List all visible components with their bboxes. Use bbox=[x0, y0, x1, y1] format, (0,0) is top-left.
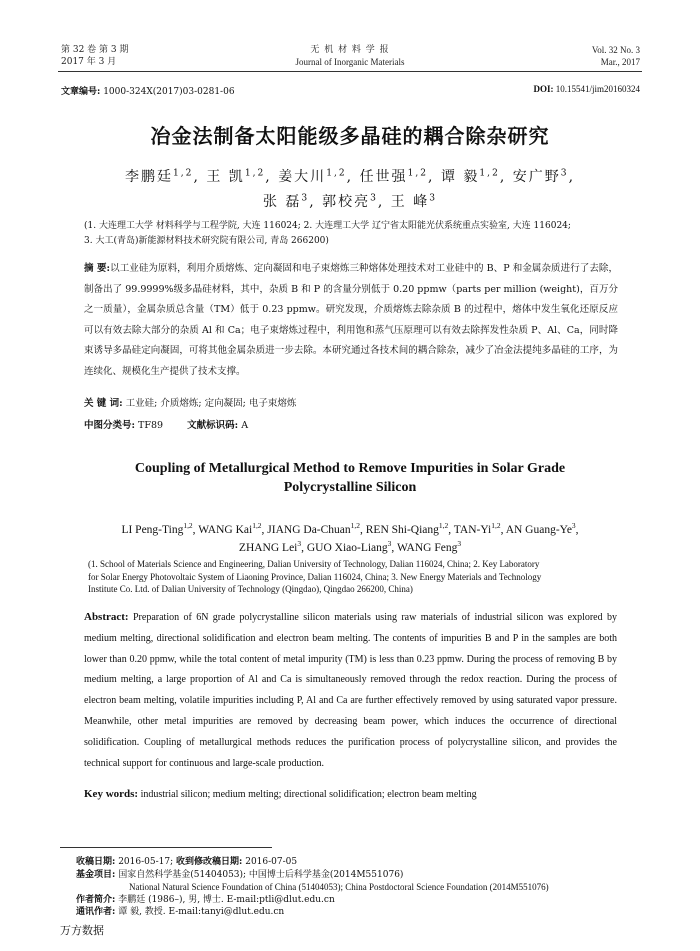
header-rule bbox=[58, 71, 642, 72]
en-author-affil-mark: 3 bbox=[387, 539, 392, 548]
cn-abstract: 摘 要:以工业硅为原料，利用介质熔炼、定向凝固和电子束熔炼三种熔体处理技术对工业硅中的 B、P 和金属杂质进行了去除，制备出了 99.9999%级多晶硅材料，其中，杂质 B 和 P 的含量分别低于 0.20 ppmw（parts per million (weight)，百万分之一质量），金属杂质总含量（TM）低于 0.23 ppmw。研究发现，介质熔炼去除杂质 B 的过程中，熔体中发生氧化还原反应可以有效去除大部分的杂质 Al 和 Ca；电子束熔炼过程中，利用饱和蒸气压原理可以有效去除挥发性杂质 P、Al、Ca，同时降束诱导多晶硅定向凝固，可将其他金属杂质进一步去除。本研究通过各技术间的耦合除杂，减少了冶金法提纯多晶硅的工序，为连续化、规模化生产提供了技术支撑。 bbox=[84, 263, 618, 377]
en-affiliations: (1. School of Materials Science and Engineering, Dalian University of Technology, Dalian 116024, China; 2. Key Laboratory for Solar Energy Photovoltaic System of Liaoning Province, Dalian 116024, China; 3. New Energy Materials and Technology Institute Co. Ltd. of Dalian University of Technology (Qingdao), Qingdao 266200, China) bbox=[88, 559, 542, 594]
journal-volume-issue: 第 32 卷 第 3 期 2017 年 3 月 bbox=[61, 45, 129, 67]
en-abstract: Abstract: Preparation of 6N grade polycrystalline silicon materials using raw materials of industrial silicon was explored by medium melting, directional solidification and electron beam melting. The contents of impurities B and P in the samples are both lower than 0.20 ppmw, while the total content of metal impurity (TM) is less than 0.23 ppmw. During the process of removing B by medium melting, a large proportion of Al and Ca is simultaneously removed through the redox reaction. During the process of electron beam melting, volatile impurities including P, Al and Ca are further effectively removed by using saturated vapor pressure. Meanwhile, other metal impurities are removed by decreasing beam power, which induces the occurrence of directional solidification. Coupling of metallurgical methods reduces the purification process of polycrystalline silicon, and provides the technical support for continuous and large-scale production. bbox=[84, 611, 617, 769]
cn-author-affil-mark: 1,2 bbox=[407, 168, 429, 179]
en-authors-line2: ZHANG Lei$^3$, GUO Xiao-Liang$^3$, WANG Feng$^3$ bbox=[238, 539, 462, 554]
footnote-dates: 收稿日期: 2016-05-17; 收到修改稿日期: 2016-07-05 bbox=[76, 857, 298, 867]
cn-author-affil-mark: 1,2 bbox=[244, 168, 266, 179]
cn-author-name: 谭 毅 bbox=[440, 169, 480, 185]
en-author-name: ZHANG Lei bbox=[238, 541, 298, 554]
en-keywords: Key words: industrial silicon; medium melting; directional solidification; electron beam melting bbox=[84, 788, 477, 800]
en-author-name: WANG Feng bbox=[396, 541, 458, 554]
en-author-name: REN Shi-Qiang bbox=[365, 523, 439, 536]
en-author-affil-mark: 1,2 bbox=[350, 521, 360, 530]
en-author-name: TAN-Yi bbox=[453, 523, 492, 536]
cn-author-affil-mark: 1,2 bbox=[326, 168, 347, 179]
en-author-name: AN Guang-Ye bbox=[505, 523, 572, 536]
en-author-name: WANG Kai bbox=[198, 523, 253, 536]
doi: DOI: 10.15541/jim20160324 bbox=[533, 84, 640, 94]
cn-author-affil-mark: 1,2 bbox=[172, 168, 194, 179]
cn-author-affil-mark: 3 bbox=[429, 193, 438, 204]
en-author-affil-mark: 1,2 bbox=[252, 521, 262, 530]
en-author-affil-mark: 3 bbox=[457, 539, 462, 548]
watermark: 万方数据 bbox=[60, 924, 104, 937]
cn-author-affil-mark: 3 bbox=[370, 193, 378, 204]
en-authors-line1: LI Peng-Ting$^{1,2}$, WANG Kai$^{1,2}$, JIANG Da-Chuan$^{1,2}$, REN Shi-Qiang$^{1,2}$, TAN-Yi$^{1,2}$, AN Guang-Ye$^3$, bbox=[121, 521, 579, 536]
cn-author-name: 王 峰 bbox=[390, 194, 430, 210]
en-author-name: LI Peng-Ting bbox=[121, 523, 184, 536]
footnote-corresponding: 通讯作者: 谭 毅, 教授. E-mail:tanyi@dlut.edu.cn bbox=[76, 907, 285, 917]
footnote-author: 作者简介: 李鹏廷 (1986–), 男, 博士. E-mail:ptli@dlut.edu.cn bbox=[76, 894, 335, 905]
cn-author-name: 姜大川 bbox=[278, 169, 327, 185]
en-title: Coupling of Metallurgical Method to Remove Impurities in Solar Grade Polycrystalline Silicon bbox=[134, 461, 566, 495]
journal-date: Vol. 32 No. 3 Mar., 2017 bbox=[591, 45, 640, 67]
cn-author-name: 张 磊 bbox=[262, 194, 302, 210]
en-author-affil-mark: 1,2 bbox=[438, 521, 449, 530]
cn-keywords: 关 键 词: 工业硅; 介质熔炼; 定向凝固; 电子束熔炼 bbox=[84, 398, 297, 409]
en-author-name: GUO Xiao-Liang bbox=[306, 541, 388, 554]
footnote-fund: 基金项目: 国家自然科学基金(51404053); 中国博士后科学基金(2014M551076) bbox=[76, 869, 404, 880]
footnotes bbox=[76, 856, 646, 919]
cn-author-name: 王 凯 bbox=[206, 169, 245, 185]
cn-title: 冶金法制备太阳能级多晶硅的耦合除杂研究 bbox=[150, 124, 550, 148]
cn-affiliations: (1. 大连理工大学 材料科学与工程学院, 大连 116024; 2. 大连理工大学 辽宁省太阳能光伏系统重点实验室, 大连 116024; 3. 大工(青岛)新能源材料技术研究院有限公司, 青岛 266200) bbox=[84, 221, 571, 246]
cn-author-affil-mark: 3 bbox=[301, 193, 310, 204]
cn-authors-line2: 张 磊$^3$, 郭校亮$^3$, 王 峰$^3$ bbox=[262, 193, 438, 210]
footnote-fund-en: National Natural Science Foundation of China (51404053); China Postdoctoral Science Foundation (2014M551076) bbox=[129, 882, 549, 892]
cn-classification: 中图分类号: TF89 文献标识码: A bbox=[84, 420, 249, 431]
journal-name: 无 机 材 料 学 报 Journal of Inorganic Materials bbox=[295, 45, 405, 67]
cn-author-name: 任世强 bbox=[359, 169, 408, 185]
article-number: 文章编号: 1000-324X(2017)03-0281-06 bbox=[61, 87, 235, 97]
cn-author-affil-mark: 3 bbox=[560, 168, 569, 179]
cn-author-name: 安广野 bbox=[512, 169, 561, 185]
en-author-affil-mark: 3 bbox=[297, 539, 302, 548]
cn-authors-line1: 李鹏廷$^{1,2}$, 王 凯$^{1,2}$, 姜大川$^{1,2}$, 任世强$^{1,2}$, 谭 毅$^{1,2}$, 安广野$^3$, bbox=[124, 168, 576, 185]
en-author-affil-mark: 1,2 bbox=[183, 521, 193, 530]
cn-author-affil-mark: 1,2 bbox=[479, 168, 500, 179]
cn-author-name: 郭校亮 bbox=[322, 194, 371, 210]
en-author-name: JIANG Da-Chuan bbox=[267, 523, 351, 536]
en-author-affil-mark: 1,2 bbox=[491, 521, 501, 530]
cn-author-name: 李鹏廷 bbox=[124, 169, 173, 185]
en-author-affil-mark: 3 bbox=[571, 521, 576, 530]
footnote-rule bbox=[60, 847, 272, 848]
